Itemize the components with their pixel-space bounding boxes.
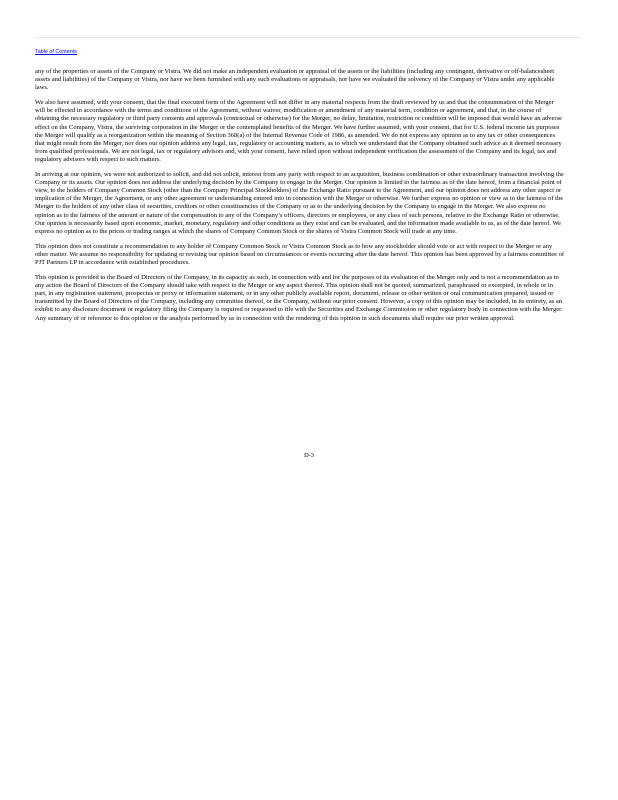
paragraph-use-restrictions: This opinion is provided to the Board of Directors of the Company, in its capacity as such, in connection with and for the purposes of its evaluation of the Merger only and is not a recommendation as to any action the Board of Directors of the Company should take with respect to the Merger or any aspect thereof. This opinion shall not be quoted, summarized, paraphrased or excerpted, in whole or in part, in any registration statement, prospectus or proxy or information statement, or in any other publicly available report, document, release or other written or oral communication prepared, issued or transmitted by the Board of Directors of the Company, including any committee thereof, or the Company, without our prior consent. However, a copy of this opinion may be included, in its entirety, as an exhibit to any disclosure document or regulatory filing the Company is required or requested to file with the Securities and Exchange Commission or other regulatory body in connection with the Merger. Any summary of or reference to this opinion or the analysis performed by us in connection with the rendering of this opinion in such documents shall require our prior written approval. [35, 274, 563, 322]
body-text [35, 68, 565, 330]
page-number: D-3 [303, 452, 315, 459]
paragraph-assumptions: We also have assumed, with your consent, that the final executed form of the Agreement will not differ in any material respects from the draft reviewed by us and that the consummation of the Merger will be effected in accordance with the terms and conditions of the Agreement, without waiver, modification or amendment of any material term, condition or agreement, and that, in the course of obtaining the necessary regulatory or third party consents and approvals (contractual or otherwise) for the Merger, no delay, limitation, restriction or condition will be imposed that would have an adverse effect on the Company, Vistra, the surviving corporation in the Merger or the contemplated benefits of the Merger. We have further assumed, with your consent, that for U.S. federal income tax purposes the Merger will qualify as a reorganization within the meaning of Section 368(a) of the Internal Revenue Code of 1986, as amended. We do not express any opinion as to any tax or other consequences that might result from the Merger, nor does our opinion address any legal, tax, regulatory or accounting matters, as to which we understand that the Company obtained such advice as it deemed necessary from qualified professionals. We are not legal, tax or regulatory advisors and, with your consent, have relied upon without independent verification the assessment of the Company and its legal, tax and regulatory advisors with respect to such matters. [35, 99, 562, 163]
paragraph-opinion-scope: In arriving at our opinion, we were not authorized to solicit, and did not solicit, interest from any party with respect to an acquisition, business combination or other extraordinary transaction involving the Company or its assets. Our opinion does not address the underlying decision by the Company to engage in the Merger. Our opinion is limited to the fairness as of the date hereof, from a financial point of view, to the holders of Company Common Stock (other than the Company Principal Stockholders) of the Exchange Ratio pursuant to the Agreement, and our opinion does not address any other aspect or implication of the Merger, the Agreement, or any other agreement or understanding entered into in connection with the Merger or otherwise. We further express no opinion or view as to the fairness of the Merger to the holders of any other class of securities, creditors or other constituencies of the Company or as to the underlying decision by the Company to engage in the Merger. We also express no opinion as to the fairness of the amount or nature of the compensation to any of the Company’s officers, directors or employees, or any class of such persons, relative to the Exchange Ratio or otherwise. Our opinion is necessarily based upon economic, market, monetary, regulatory and other conditions as they exist and can be evaluated, and the information made available to us, as of the date hereof. We express no opinion as to the prices or trading ranges at which the shares of Company Common Stock or the shares of Vistra Common Stock will trade at any time. [35, 171, 564, 235]
paragraph-assets-evaluation: any of the properties or assets of the Company or Vistra. We did not make an independent evaluation or appraisal of the assets or the liabilities (including any contingent, derivative or off-balancesheet assets and liabilities) of the Company or Vistra, nor have we been furnished with any such evaluations or appraisals, nor have we evaluated the solvency of the Company or Vistra under any applicable laws. [35, 68, 555, 92]
table-of-contents-link[interactable]: Table of Contents [35, 49, 77, 55]
header-divider [35, 37, 580, 38]
paragraph-no-recommendation: This opinion does not constitute a recommendation to any holder of Company Common Stock or Vistra Common Stock as to how any stockholder should vote or act with respect to the Merger or any other matter. We assume no responsibility for updating or revising our opinion based on circumstances or events occurring after the date hereof. This opinion has been approved by a fairness committee of PJT Partners LP in accordance with established procedures. [35, 242, 565, 266]
